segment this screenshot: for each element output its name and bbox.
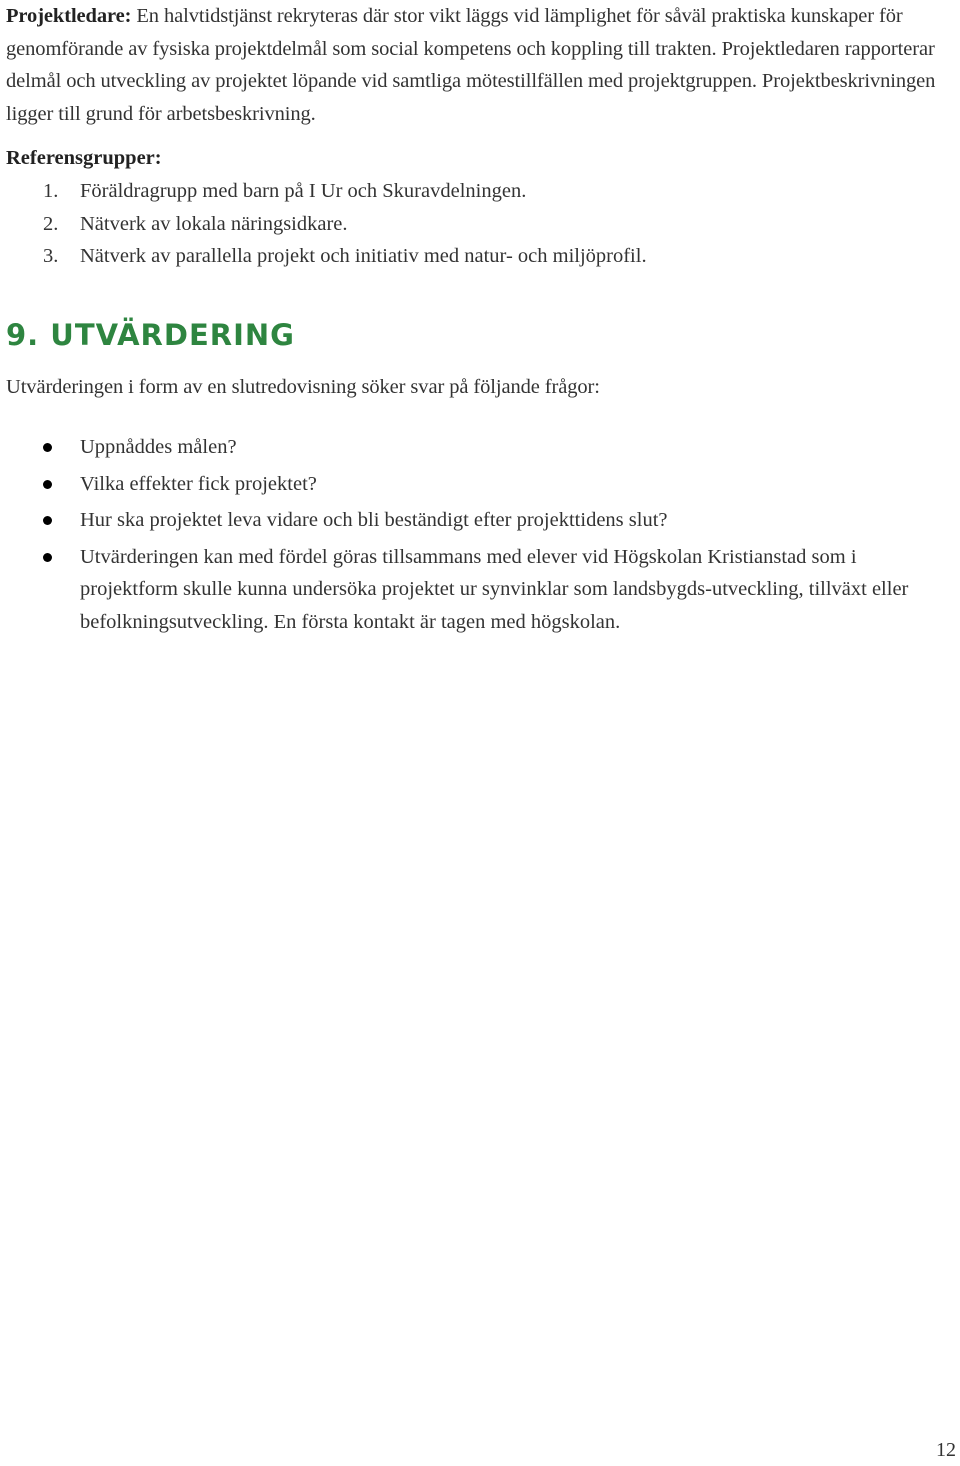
bullet-icon (43, 480, 52, 489)
page-number: 12 (936, 1439, 956, 1461)
list-number: 2. (43, 212, 59, 235)
list-number: 1. (43, 179, 59, 202)
reference-group-item (6, 175, 956, 208)
list-item-text: Uppnåddes målen? (80, 436, 237, 459)
project-leader-paragraph (6, 0, 956, 130)
bullet-icon (43, 443, 52, 452)
list-item-text: Vilka effekter fick projektet? (80, 472, 317, 495)
project-leader-text: En halvtidstjänst rekryteras där stor vikt läggs vid lämplighet för såväl praktiska kunskaper för genomförande av fysiska projektdelmål som social kompetens och koppling till trakten. Projektledaren rapporterar delmål och utveckling av projektet löpande vid samtliga mötestillfällen med projektgruppen. Projektbeskrivningen ligger till grund för arbetsbeskrivning. (6, 5, 936, 125)
list-item-text: Nätverk av parallella projekt och initiativ med natur- och miljöprofil. (80, 245, 647, 268)
list-item-text: Föräldragrupp med barn på I Ur och Skuravdelningen. (80, 179, 527, 202)
section-heading: 9. UTVÄRDERING (6, 317, 295, 352)
list-number: 3. (43, 245, 59, 268)
document-page (6, 0, 956, 642)
list-item-text: Nätverk av lokala näringsidkare. (80, 212, 348, 235)
reference-group-item (6, 240, 956, 273)
evaluation-intro: Utvärderingen i form av en slutredovisning söker svar på följande frågor: (6, 375, 600, 398)
list-item (6, 431, 956, 464)
list-item-text: Hur ska projektet leva vidare och bli beständigt efter projekttidens slut? (80, 509, 668, 532)
project-leader-label: Projektledare: (6, 5, 132, 27)
evaluation-questions-list (6, 431, 956, 638)
bullet-icon (43, 553, 52, 562)
reference-groups-heading: Referensgrupper: (6, 147, 162, 170)
list-item (6, 468, 956, 501)
bullet-icon (43, 516, 52, 525)
reference-groups-list (6, 175, 956, 273)
reference-group-item (6, 208, 956, 241)
list-item-text: Utvärderingen kan med fördel göras tillsammans med elever vid Högskolan Kristianstad som i projektform skulle kunna undersöka projektet ur synvinklar som landsbygds-utveckling, tillväxt eller befolkningsutveckling. En första kontakt är tagen med högskolan. (80, 545, 909, 633)
list-item (6, 504, 956, 537)
list-item (6, 541, 956, 639)
